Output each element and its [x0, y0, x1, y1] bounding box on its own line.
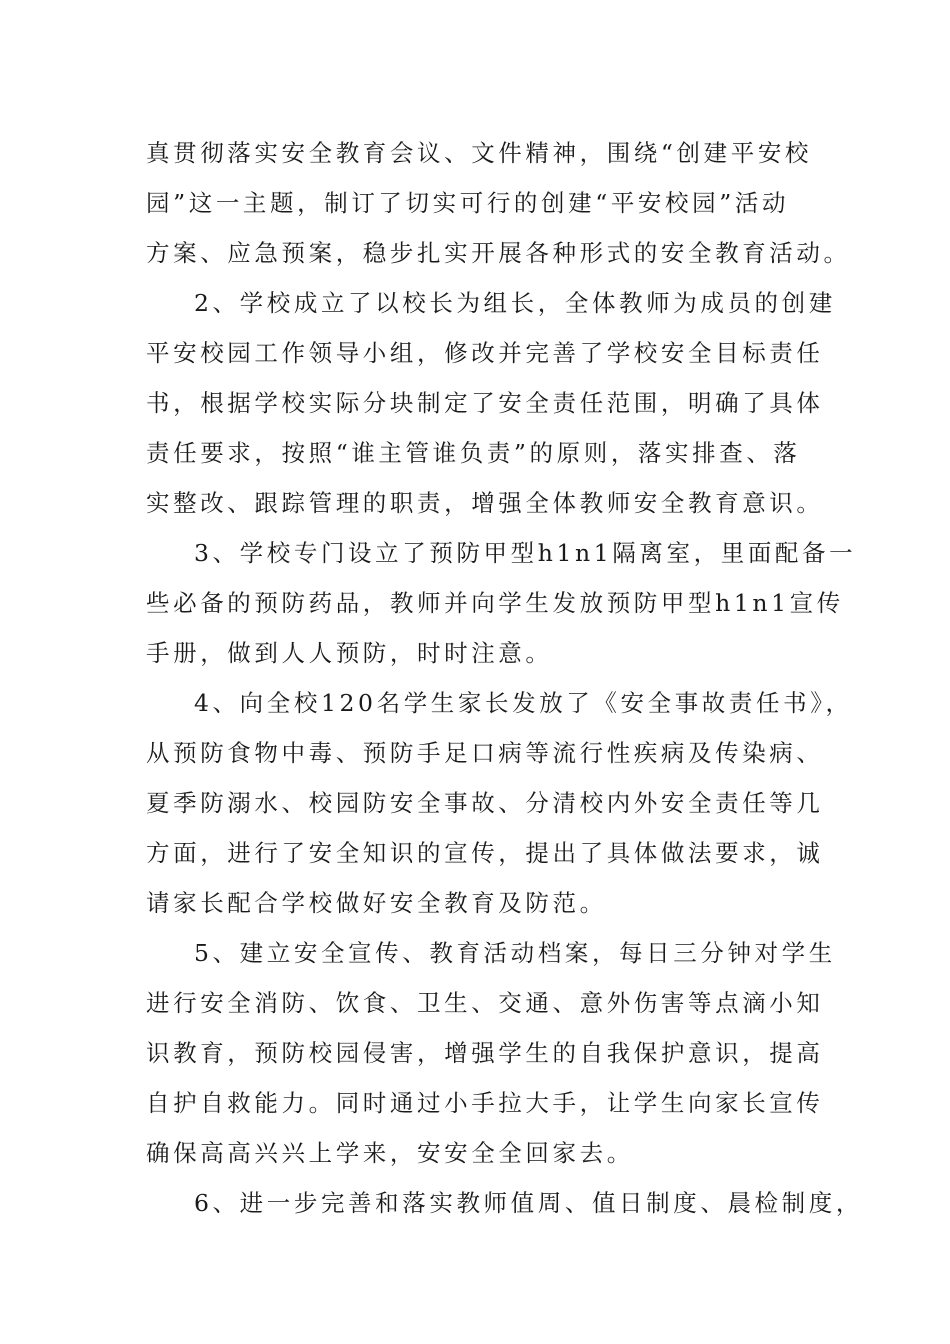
text-line: 些必备的预防药品，教师并向学生发放预防甲型h1n1宣传 — [146, 589, 844, 617]
text-line: 夏季防溺水、校园防安全事故、分清校内外安全责任等几 — [146, 789, 824, 817]
text-line: 2、学校成立了以校长为组长，全体教师为成员的创建 — [194, 289, 836, 317]
text-line: 园”这一主题，制订了切实可行的创建“平安校园”活动 — [146, 189, 790, 217]
text-line: 书，根据学校实际分块制定了安全责任范围，明确了具体 — [146, 389, 824, 417]
document-page — [146, 128, 863, 1228]
text-line: 确保高高兴兴上学来，安安全全回家去。 — [146, 1139, 634, 1167]
text-line: 3、学校专门设立了预防甲型h1n1隔离室，里面配备一 — [194, 539, 857, 567]
text-line: 5、建立安全宣传、教育活动档案，每日三分钟对学生 — [194, 939, 836, 967]
text-line: 实整改、跟踪管理的职责，增强全体教师安全教育意识。 — [146, 489, 824, 517]
text-line: 手册，做到人人预防，时时注意。 — [146, 639, 553, 667]
text-line: 识教育，预防校园侵害，增强学生的自我保护意识，提高 — [146, 1039, 824, 1067]
text-line: 平安校园工作领导小组，修改并完善了学校安全目标责任 — [146, 339, 824, 367]
text-line: 从预防食物中毒、预防手足口病等流行性疾病及传染病、 — [146, 739, 824, 767]
text-line: 自护自救能力。同时通过小手拉大手，让学生向家长宣传 — [146, 1089, 824, 1117]
text-line: 方案、应急预案，稳步扎实开展各种形式的安全教育活动。 — [146, 239, 851, 267]
text-line: 责任要求，按照“谁主管谁负责”的原则，落实排查、落 — [146, 439, 801, 467]
text-line: 方面，进行了安全知识的宣传，提出了具体做法要求，诚 — [146, 839, 824, 867]
text-line: 6、进一步完善和落实教师值周、值日制度、晨检制度， — [194, 1189, 863, 1217]
text-line: 真贯彻落实安全教育会议、文件精神，围绕“创建平安校 — [146, 139, 813, 167]
text-line: 进行安全消防、饮食、卫生、交通、意外伤害等点滴小知 — [146, 989, 824, 1017]
text-line: 请家长配合学校做好安全教育及防范。 — [146, 889, 607, 917]
text-line: 4、向全校120名学生家长发放了《安全事故责任书》， — [194, 689, 853, 717]
